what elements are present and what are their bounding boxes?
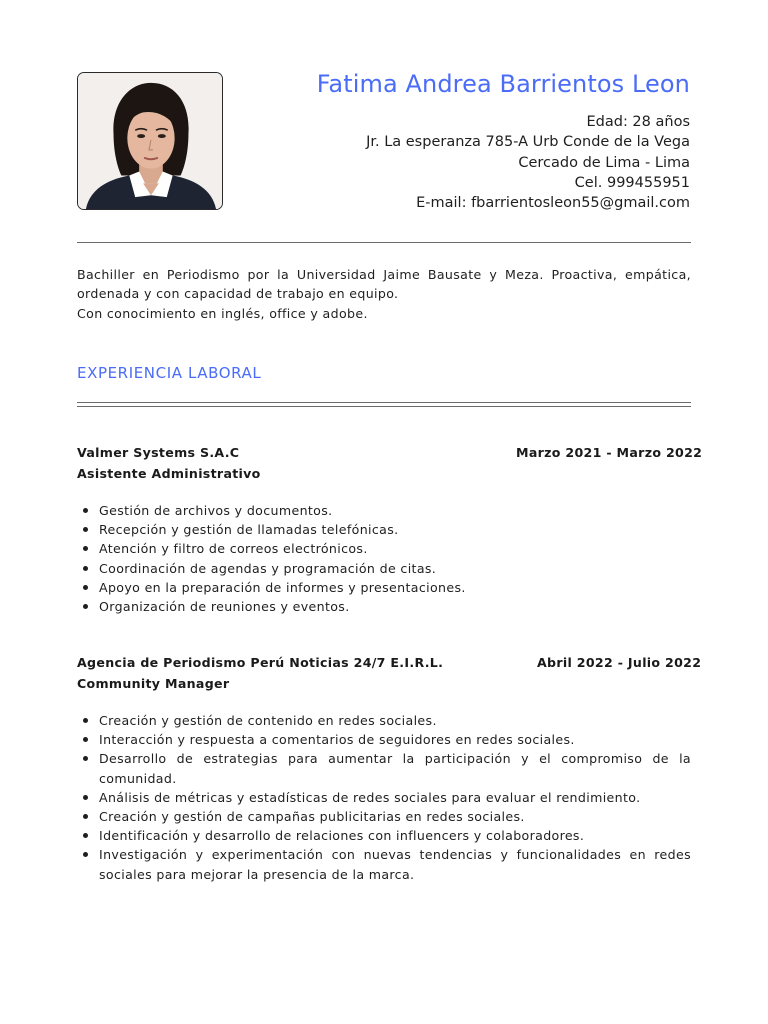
- list-item: Identificación y desarrollo de relaciones con influencers y colaboradores.: [99, 826, 691, 845]
- list-item: Apoyo en la preparación de informes y presentaciones.: [99, 578, 691, 597]
- job-company: Agencia de Periodismo Perú Noticias 24/7 E.I.R.L.: [77, 655, 444, 670]
- list-item: Interacción y respuesta a comentarios de seguidores en redes sociales.: [99, 730, 691, 749]
- list-item: Coordinación de agendas y programación de citas.: [99, 559, 691, 578]
- job-entry-peru-noticias: [77, 655, 702, 884]
- job-entry-valmer: [77, 445, 703, 616]
- summary-paragraph-2: Con conocimiento en inglés, office y adobe.: [77, 305, 368, 321]
- job-dates: Abril 2022 - Julio 2022: [537, 655, 702, 670]
- phone-text: Cel. 999455951: [574, 174, 690, 191]
- header-divider: [77, 242, 691, 243]
- list-item: Gestión de archivos y documentos.: [99, 501, 691, 520]
- job-duties-list: [77, 711, 691, 884]
- contact-info: [366, 112, 690, 213]
- job-role: Asistente Administrativo: [77, 466, 261, 481]
- list-item: Creación y gestión de contenido en redes sociales.: [99, 711, 691, 730]
- list-item: Organización de reuniones y eventos.: [99, 597, 691, 616]
- profile-photo: [77, 72, 223, 210]
- list-item: Atención y filtro de correos electrónicos.: [99, 539, 691, 558]
- address-line-1: Jr. La esperanza 785-A Urb Conde de la Vega: [366, 134, 690, 151]
- summary-paragraph-1: Bachiller en Periodismo por la Universidad Jaime Bausate y Meza. Proactiva, empática, ordenada y con capacidad de trabajo en equipo.: [77, 267, 691, 302]
- job-header: [77, 655, 702, 674]
- profile-summary: [77, 265, 691, 323]
- job-duties-list: [77, 501, 691, 616]
- list-item: Desarrollo de estrategias para aumentar la participación y el compromiso de la comunidad.: [99, 749, 691, 787]
- email-text: E-mail: fbarrientosleon55@gmail.com: [416, 195, 690, 212]
- profile-photo-image: [78, 73, 222, 209]
- candidate-name: Fatima Andrea Barrientos Leon: [316, 70, 690, 98]
- job-company: Valmer Systems S.A.C: [77, 445, 240, 460]
- job-header: [77, 445, 703, 464]
- list-item: Análisis de métricas y estadísticas de redes sociales para evaluar el rendimiento.: [99, 788, 691, 807]
- address-line-2: Cercado de Lima - Lima: [518, 154, 690, 171]
- section-divider: [77, 402, 691, 407]
- job-dates: Marzo 2021 - Marzo 2022: [516, 445, 703, 460]
- list-item: Investigación y experimentación con nuevas tendencias y funcionalidades en redes sociales para mejorar la presencia de la marca.: [99, 845, 691, 883]
- experience-section-title: EXPERIENCIA LABORAL: [77, 364, 262, 382]
- list-item: Recepción y gestión de llamadas telefónicas.: [99, 520, 691, 539]
- list-item: Creación y gestión de campañas publicitarias en redes sociales.: [99, 807, 691, 826]
- job-role: Community Manager: [77, 676, 230, 691]
- age-text: Edad: 28 años: [586, 114, 690, 130]
